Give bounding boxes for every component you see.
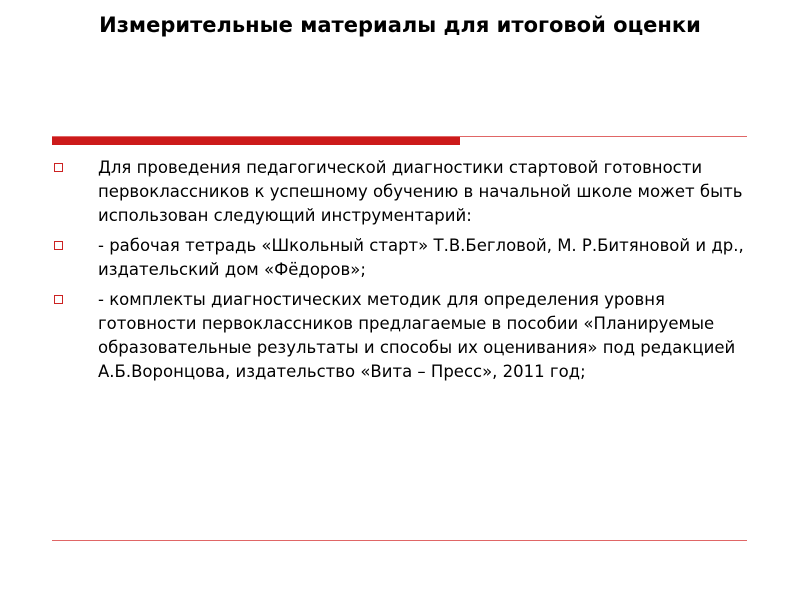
bullet-item [52, 234, 752, 282]
bullet-list [52, 156, 752, 390]
hollow-square-icon [54, 241, 63, 250]
bullet-text: - комплекты диагностических методик для определения уровня готовности первоклассников предлагаемые в пособии «Планируемые образовательные результаты и способы их оценивания» под редакцией А.Б.Воронцова, издательство «Вита – Пресс», 2011 год; [98, 290, 736, 381]
bullet-item [52, 156, 752, 228]
hollow-square-icon [54, 295, 63, 304]
bullet-text: Для проведения педагогической диагностики стартовой готовности первоклассников к успешному обучению в начальной школе может быть использован следующий инструментарий: [98, 158, 743, 225]
title-accent-bar [52, 137, 460, 145]
hollow-square-icon [54, 163, 63, 172]
slide-title: Измерительные материалы для итоговой оценки [99, 13, 701, 37]
bullet-item [52, 288, 752, 384]
bullet-text: - рабочая тетрадь «Школьный старт» Т.В.Бегловой, М. Р.Битяновой и др., издательский дом «Фёдоров»; [98, 236, 744, 279]
footer-divider-line [52, 540, 747, 541]
